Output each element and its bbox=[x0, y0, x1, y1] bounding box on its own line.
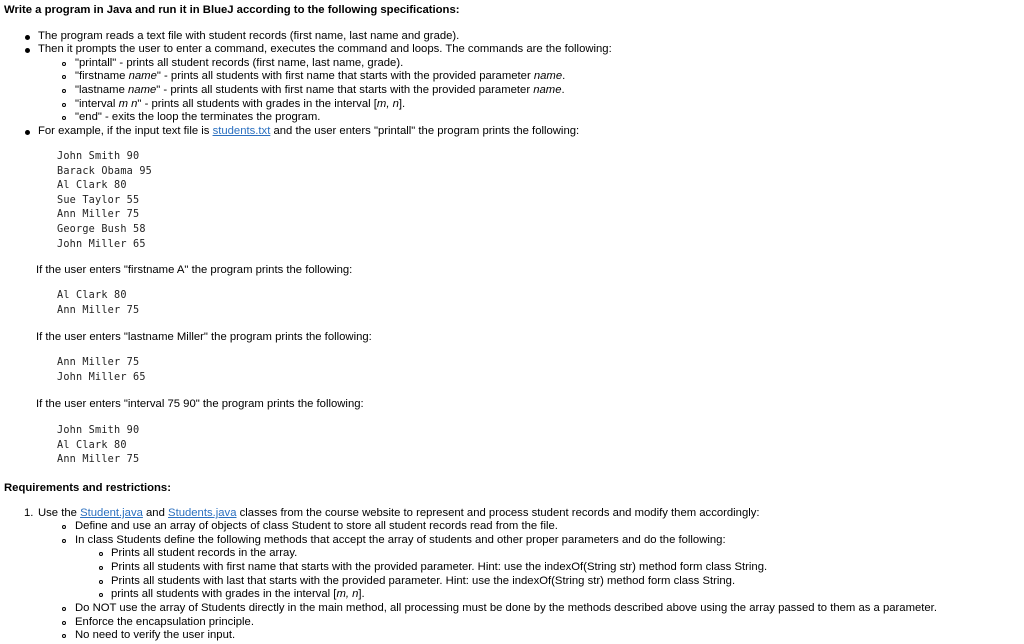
req-1: Use the Student.java and Students.java classes from the course website to represent and process student records and modify them accordingly: bbox=[38, 507, 760, 519]
req-sub-2: In class Students define the following methods that accept the array of students and other proper parameters and do the following: bbox=[75, 534, 726, 546]
output-line: Sue Taylor 55 bbox=[57, 195, 140, 206]
cmd-lastname: "lastname name" - prints all students with first name that starts with the provided parameter name. bbox=[75, 84, 565, 96]
circle-bullet-icon bbox=[62, 525, 66, 529]
output-line: Barack Obama 95 bbox=[57, 166, 153, 177]
req-method-4: prints all students with grades in the interval [m, n]. bbox=[111, 588, 365, 600]
req-sub-3: Do NOT use the array of Students directly in the main method, all processing must be done by the methods described above using the array passed to them as a parameter. bbox=[75, 602, 937, 614]
students-java-link[interactable]: Students.java bbox=[168, 507, 237, 519]
circle-bullet-icon bbox=[62, 634, 66, 638]
bullet-icon bbox=[25, 48, 30, 53]
req-method-3: Prints all students with last that starts with the provided parameter. Hint: use the indexOf(String str) method form class String. bbox=[111, 575, 736, 587]
spec-bullet-1: The program reads a text file with student records (first name, last name and grade). bbox=[38, 30, 460, 42]
page-heading: Write a program in Java and run it in BlueJ according to the following specifications: bbox=[4, 4, 460, 16]
req-number: 1. bbox=[24, 507, 34, 519]
req-sub-1: Define and use an array of objects of class Student to store all student records read from the file. bbox=[75, 520, 558, 532]
circle-bullet-icon bbox=[99, 580, 103, 584]
spec-bullet-2: Then it prompts the user to enter a command, executes the command and loops. The commands are the following: bbox=[38, 43, 612, 55]
output-line: John Smith 90 bbox=[57, 425, 140, 436]
student-java-link[interactable]: Student.java bbox=[80, 507, 143, 519]
output-line: Ann Miller 75 bbox=[57, 209, 140, 220]
output-line: Al Clark 80 bbox=[57, 180, 127, 191]
requirements-heading: Requirements and restrictions: bbox=[4, 482, 171, 494]
circle-bullet-icon bbox=[99, 593, 103, 597]
output-line: John Miller 65 bbox=[57, 239, 146, 250]
spec-bullet-3: For example, if the input text file is students.txt and the user enters "printall" the program prints the following: bbox=[38, 125, 580, 137]
bullet-icon bbox=[25, 35, 30, 40]
circle-bullet-icon bbox=[62, 89, 66, 93]
req-method-2: Prints all students with first name that starts with the provided parameter. Hint: use the indexOf(String str) method form class String. bbox=[111, 561, 768, 573]
students-txt-link[interactable]: students.txt bbox=[212, 125, 271, 137]
example-firstname-text: If the user enters "firstname A" the program prints the following: bbox=[36, 264, 353, 276]
output-line: Ann Miller 75 bbox=[57, 305, 140, 316]
circle-bullet-icon bbox=[99, 566, 103, 570]
bullet-icon bbox=[25, 130, 30, 135]
output-line: George Bush 58 bbox=[57, 224, 146, 235]
output-line: John Miller 65 bbox=[57, 372, 146, 383]
example-interval-text: If the user enters "interval 75 90" the program prints the following: bbox=[36, 398, 364, 410]
example-lastname-text: If the user enters "lastname Miller" the program prints the following: bbox=[36, 331, 372, 343]
circle-bullet-icon bbox=[62, 621, 66, 625]
circle-bullet-icon bbox=[99, 552, 103, 556]
cmd-firstname: "firstname name" - prints all students with first name that starts with the provided parameter name. bbox=[75, 70, 566, 82]
circle-bullet-icon bbox=[62, 116, 66, 120]
output-line: Al Clark 80 bbox=[57, 440, 127, 451]
req-method-1: Prints all student records in the array. bbox=[111, 547, 298, 559]
output-line: Ann Miller 75 bbox=[57, 357, 140, 368]
output-line: Ann Miller 75 bbox=[57, 454, 140, 465]
circle-bullet-icon bbox=[62, 539, 66, 543]
circle-bullet-icon bbox=[62, 103, 66, 107]
circle-bullet-icon bbox=[62, 607, 66, 611]
cmd-printall: "printall" - prints all student records (first name, last name, grade). bbox=[75, 57, 404, 69]
output-line: Al Clark 80 bbox=[57, 290, 127, 301]
output-line: John Smith 90 bbox=[57, 151, 140, 162]
circle-bullet-icon bbox=[62, 62, 66, 66]
req-sub-4: Enforce the encapsulation principle. bbox=[75, 616, 254, 628]
cmd-end: "end" - exits the loop the terminates the program. bbox=[75, 111, 321, 123]
cmd-interval: "interval m n" - prints all students with grades in the interval [m, n]. bbox=[75, 98, 406, 110]
circle-bullet-icon bbox=[62, 75, 66, 79]
req-sub-5: No need to verify the user input. bbox=[75, 629, 236, 641]
